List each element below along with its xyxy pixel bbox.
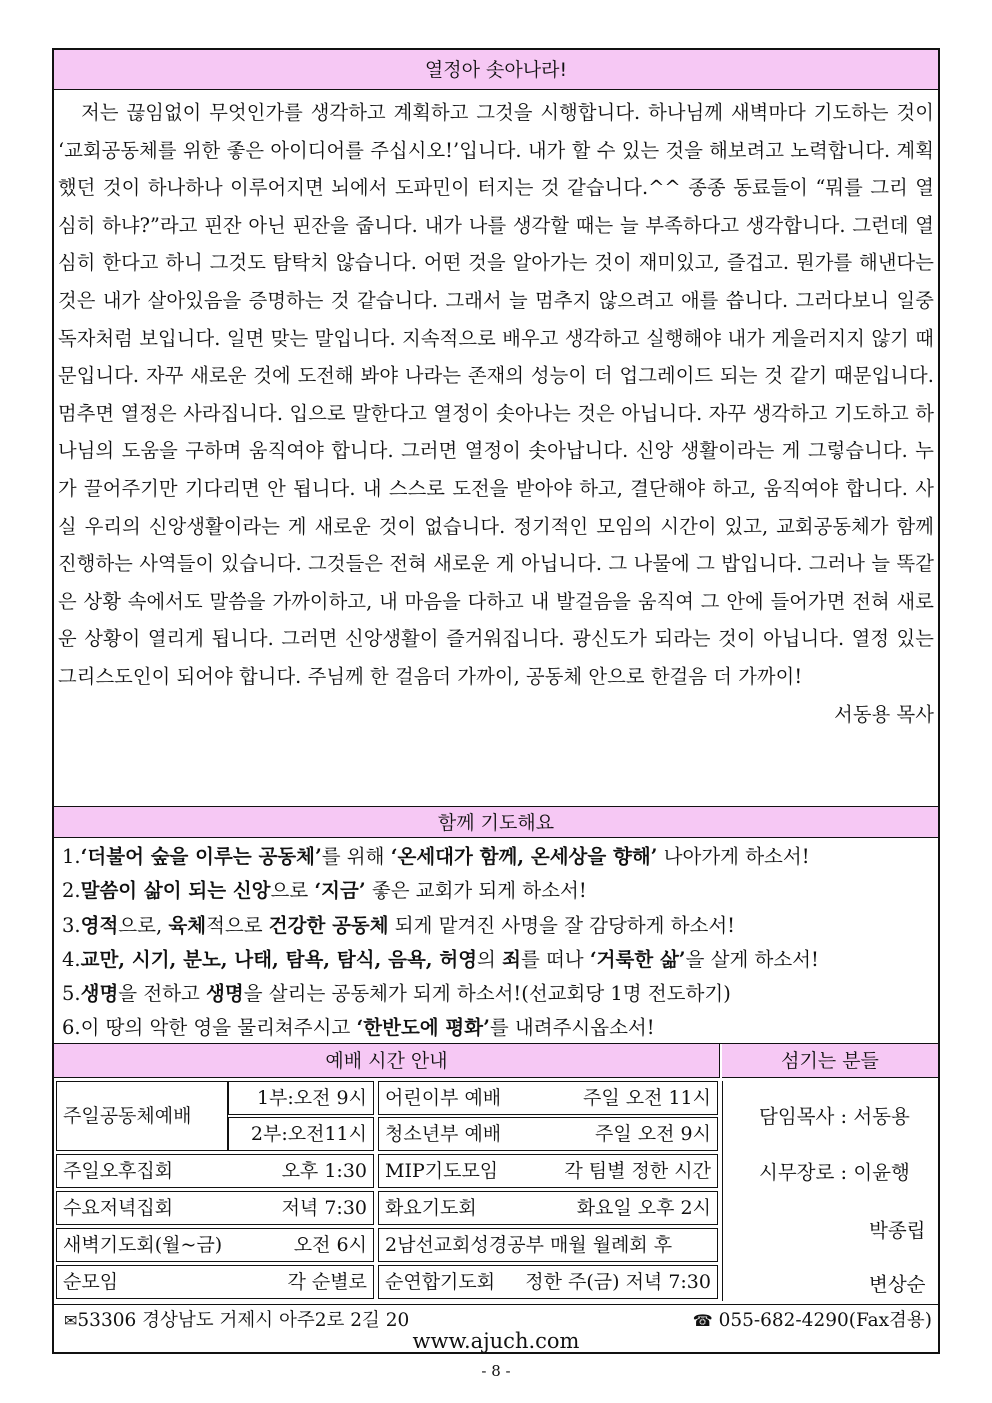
prayer-text: ‘거룩한 삶’ [589,947,686,971]
prayer-item [62,874,932,908]
mail-icon: ✉ [64,1311,78,1330]
prayer-list [62,840,932,1046]
essay-signature: 서동용 목사 [834,702,934,726]
wednesday-row: 수요저녁집회 저녁 7:30 [56,1191,374,1225]
prayer-text: 영적 [80,913,119,937]
prayer-text: ‘온세대가 함께, 온세상을 향해’ [390,845,658,868]
prayer-text: 의 [477,947,503,971]
second-service-cell: 2부:오전11시 [228,1117,374,1151]
prayer-text: 육체 [168,913,207,937]
page-number: - 8 - [481,1362,511,1380]
prayer-text: 건강한 공동체 [268,913,389,937]
schedule-title: 예배 시간 안내 [54,1044,720,1078]
prayer-text: ‘지금’ [314,879,366,903]
essay-body [58,94,934,733]
prayer-text: 말씀이 삶이 되는 신앙 [80,879,271,903]
serving-elder: 시무장로 : 이윤행 [759,1161,910,1184]
prayer-text: 5. [62,982,81,1006]
prayer-text: 교만, 시기, 분노, 나태, 탐욕, 탐식, 음욕, 허영 [80,947,478,971]
tuesday-row: 화요기도회 화요일 오후 2시 [378,1191,718,1225]
serving-elder-2: 박종립 [869,1219,926,1242]
serving-list [722,1081,939,1301]
prayer-text: 1. [62,845,81,868]
sunday-worship-label: 주일공동체예배 [56,1081,228,1151]
prayer-text: 좋은 교회가 되게 하소서! [365,879,587,903]
schedule-section [54,1043,938,1304]
prayer-text: 를 내려주시옵소서! [489,1016,655,1040]
serving-elder-3: 변상순 [869,1273,926,1296]
essay-text: 저는 끊임없이 무엇인가를 생각하고 계획하고 그것을 시행합니다. 하나님께 새벽마다 기도하는 것이 ‘교회공동체를 위한 좋은 아이디어를 주십시오!’입니다. 내가 할 수 있는 것을 해보려고 노력합니다. 계획했던 것이 하나하나 이루어지면 뇌에서 도파민이 터지는 것 같습니다.^^ 종종 동료들이 “뭐를 그리 열심히 하냐?”라고 핀잔 아닌 핀잔을 줍니다. 내가 나를 생각할 때는 늘 부족하다고 생각합니다. 그런데 열심히 한다고 하니 그것도 탐탁치 않습니다. 어떤 것을 알아가는 것이 재미있고, 즐겁고. 뭔가를 해낸다는 것은 내가 살아있음을 증명하는 것 같습니다. 그래서 늘 멈추지 않으려고 애를 씁니다. 그러다보니 일중독자처럼 보입니다. 일면 맞는 말입니다. 지속적으로 배우고 생각하고 실행해야 내가 게을러지지 않기 때문입니다. 자꾸 새로운 것에 도전해 봐야 나라는 존재의 성능이 더 업그레이드 되는 것 같기 때문입니다. 멈추면 열정은 사라집니다. 입으로 말한다고 열정이 솟아나는 것은 아닙니다. 자꾸 생각하고 기도하고 하나님의 도움을 구하며 움직여야 합니다. 그러면 열정이 솟아납니다. 신앙 생활이라는 게 그렇습니다. 누가 끌어주기만 기다리면 안 됩니다. 내 스스로 도전을 받아야 하고, 결단해야 하고, 움직여야 합니다. 사실 우리의 신앙생활이라는 게 새로운 것이 없습니다. 정기적인 모임의 시간이 있고, 교회공동체가 함께 진행하는 사역들이 있습니다. 그것들은 전혀 새로운 게 아닙니다. 그 나물에 그 밥입니다. 그러나 늘 똑같은 상황 속에서도 말씀을 가까이하고, 내 마음을 다하고 내 발걸음을 움직여 그 안에 들어가면 전혀 새로운 상황이 열리게 됩니다. 그러면 신앙생활이 즐거워집니다. 광신도가 되라는 것이 아닙니다. 열정 있는 그리스도인이 되어야 합니다. 주님께 한 걸음더 가까이, 공동체 안으로 한걸음 더 가까이! [58,101,934,688]
prayer-text: 6.이 땅의 악한 영을 물리쳐주시고 [62,1016,357,1040]
serving-title: 섬기는 분들 [722,1044,938,1078]
prayer-item [62,977,932,1011]
first-service-cell: 1부:오전 9시 [228,1081,374,1115]
prayer-text: 을 살게 하소서! [685,947,819,971]
prayer-text: ‘더불어 숲을 이루는 공동체’ [80,845,322,868]
prayer-text: 으로 [270,879,315,903]
prayer-item [62,1011,932,1045]
prayer-text: 3. [62,913,81,937]
footer-phone: ☎ 055-682-4290(Fax겸용) [692,1310,932,1331]
prayer-text: 2. [62,879,81,903]
prayer-text: 생명 [80,982,119,1006]
prayer-text: 을 살리는 공동체가 되게 하소서!(선교회당 1명 전도하기) [243,982,731,1006]
prayer-text: ‘한반도에 평화’ [356,1016,490,1040]
prayer-title: 함께 기도해요 [54,806,938,838]
bible-study-row: 2남선교회성경공부 매월 월례회 후 [378,1228,718,1262]
prayer-item [62,943,932,977]
children-row: 어린이부 예배 주일 오전 11시 [378,1081,718,1115]
prayer-text: 를 떠나 [520,947,590,971]
prayer-text: 를 위해 [321,845,391,868]
prayer-text: 으로, [118,913,169,937]
prayer-text: 적으로 [206,913,269,937]
youth-row: 청소년부 예배 주일 오전 9시 [378,1117,718,1151]
joint-prayer-row: 순연합기도회 정한 주(금) 저녁 7:30 [378,1265,718,1299]
essay-title: 열정아 솟아나라! [54,50,938,90]
prayer-item [62,840,932,874]
sunday-afternoon-row: 주일오후집회 오후 1:30 [56,1154,374,1188]
footer [54,1304,938,1353]
prayer-text: 죄 [502,947,521,971]
prayer-text: 나아가게 하소서! [657,845,810,868]
phone-icon: ☎ [692,1311,713,1330]
prayer-text: 생명 [206,982,244,1006]
footer-address: ✉53306 경상남도 거제시 아주2로 2길 20 [64,1310,410,1331]
mip-row: MIP기도모임 각 팀별 정한 시간 [378,1154,718,1188]
serving-pastor: 담임목사 : 서동용 [759,1105,910,1128]
cell-meeting-row: 순모임 각 순별로 [56,1265,374,1299]
prayer-item [62,909,932,943]
prayer-text: 되게 맡겨진 사명을 잘 감당하게 하소서! [388,913,736,937]
dawn-prayer-row: 새벽기도회(월~금) 오전 6시 [56,1228,374,1262]
page-frame [52,48,940,1354]
prayer-text: 을 전하고 [118,982,207,1006]
footer-website[interactable]: www.ajuch.com [412,1329,580,1353]
prayer-text: 4. [62,947,81,971]
